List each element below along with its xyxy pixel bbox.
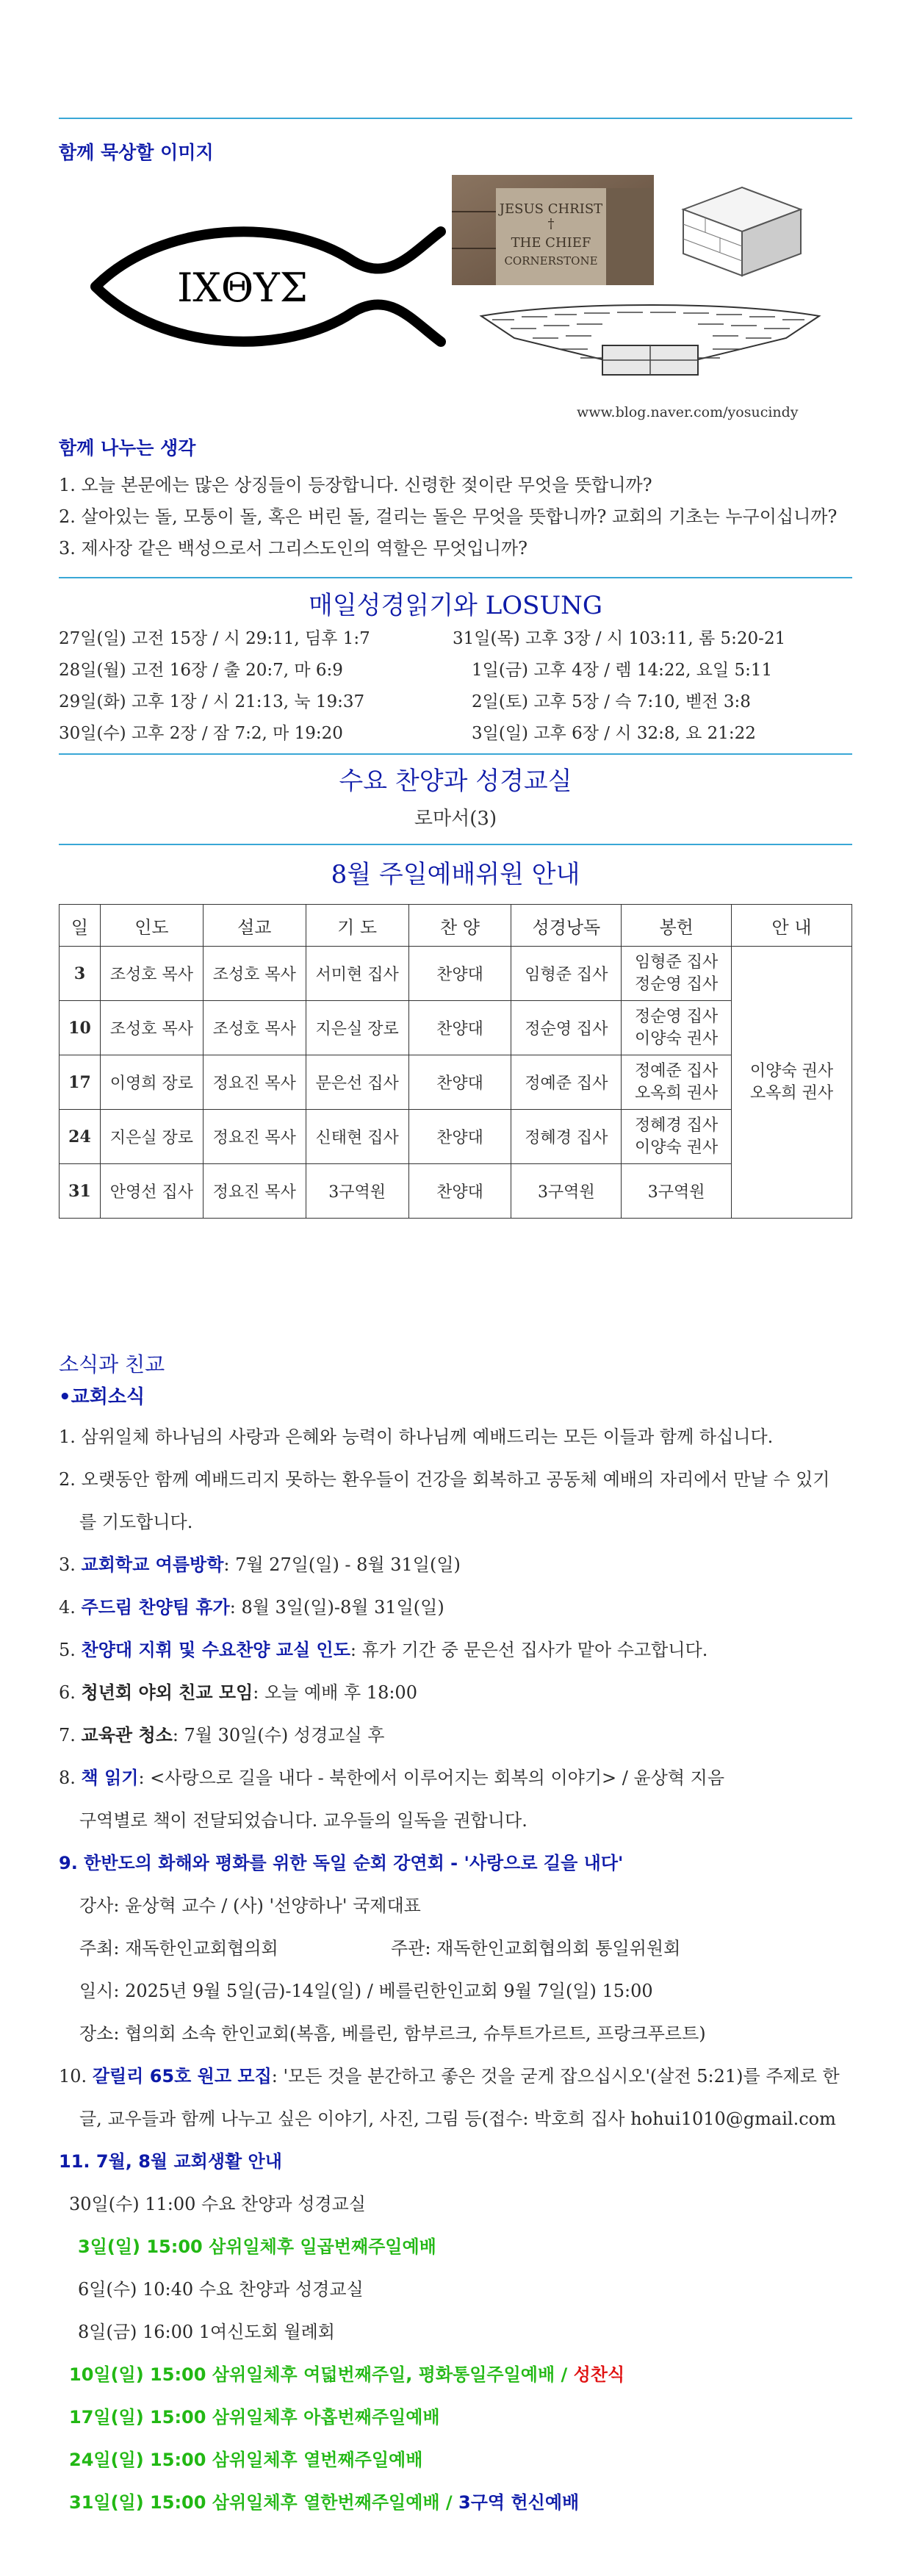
schedule-item: 3일(일) 15:00 삼위일체후 일곱번째주일예배	[78, 2236, 436, 2257]
thought-2: 2. 살아있는 돌, 모퉁이 돌, 혹은 버린 돌, 걸리는 돌은 무엇을 뜻합니까? 교회의 기초는 누구이십니까?	[59, 506, 838, 527]
col-day: 일	[60, 905, 101, 947]
lead-cell: 조성호 목사	[100, 1001, 203, 1055]
guide-name: 오옥희 권사	[749, 1083, 834, 1102]
thought-1: 1. 오늘 본문에는 많은 상징들이 등장합니다. 신령한 젖이란 무엇을 뜻합니까?	[59, 475, 652, 495]
news-item-9-place: 장소: 협의회 소속 한인교회(복흠, 베를린, 함부르크, 슈투트가르트, 프랑크푸르트)	[79, 2023, 706, 2044]
col-guide: 안 내	[732, 905, 852, 947]
readings-title: 매일성경읽기와 LOSUNG	[308, 591, 603, 620]
image-credit: www.blog.naver.com/yosucindy	[577, 404, 799, 420]
reading-right-2: 1일(금) 고후 4장 / 렘 14:22, 요일 5:11	[472, 661, 773, 680]
col-reading: 성경낭독	[511, 905, 622, 947]
schedule-item: 31일(일) 15:00 삼위일체후 열한번째주일예배 / 3구역 헌신예배	[69, 2492, 580, 2513]
news-item-9-organizer: 주관: 재독한인교회협의회 통일위원회	[391, 1938, 681, 1959]
offering-name: 이양숙 권사	[635, 1029, 719, 1048]
prayer-cell: 3구역원	[306, 1164, 408, 1219]
praise-cell: 찬양대	[408, 1164, 511, 1219]
news-title: 소식과 친교	[59, 1352, 165, 1377]
fish-text: ΙΧΘΥΣ	[177, 265, 308, 311]
wednesday-subtitle: 로마서(3)	[414, 808, 497, 830]
reading-cell: 정순영 집사	[511, 1001, 622, 1055]
col-lead: 인도	[100, 905, 203, 947]
offering-cell	[622, 1055, 732, 1110]
news-item-7: 7. 교육관 청소: 7월 30일(수) 성경교실 후	[59, 1725, 385, 1746]
table-row	[60, 947, 852, 1001]
offering-name: 정순영 집사	[635, 1007, 719, 1026]
offering-name: 정혜경 집사	[635, 1116, 719, 1135]
news-item-7-title: 교육관 청소	[81, 1725, 173, 1746]
thoughts-heading: 함께 나누는 생각	[59, 437, 196, 459]
news-item-9-speaker: 강사: 윤상혁 교수 / (사) '선양하나' 국제대표	[79, 1895, 421, 1916]
col-praise: 찬 양	[408, 905, 511, 947]
news-item-3: 3. 교회학교 여름방학: 7월 27일(일) - 8월 31일(일)	[59, 1554, 461, 1575]
stone-line-3: CORNERSTONE	[504, 254, 598, 268]
reading-right-3: 2일(토) 고후 5장 / 슥 7:10, 벧전 3:8	[472, 692, 751, 711]
reading-cell: 정예준 집사	[511, 1055, 622, 1110]
sermon-cell: 정요진 목사	[203, 1164, 306, 1219]
news-item-9: 9. 한반도의 화해와 평화를 위한 독일 순회 강연회 - '사랑으로 길을 내다'	[59, 1853, 624, 1873]
news-item-8: 8. 책 읽기: <사랑으로 길을 내다 - 북한에서 이루어지는 회복의 이야기> / 윤상혁 지음	[59, 1768, 725, 1788]
duty-divider	[59, 844, 852, 845]
news-item-6: 6. 청년회 야외 친교 모임: 오늘 예배 후 18:00	[59, 1682, 417, 1703]
guide-name: 이양숙 권사	[749, 1061, 834, 1080]
meditation-heading: 함께 묵상할 이미지	[59, 142, 214, 163]
news-item-10: 10. 갈릴리 65호 원고 모집: '모든 것을 분간하고 좋은 것을 굳게 잡으십시오'(살전 5:21)를 주제로 한	[59, 2066, 840, 2087]
offering-name: 오옥희 권사	[635, 1083, 719, 1102]
reading-left-3: 29일(화) 고후 1장 / 시 21:13, 눅 19:37	[59, 692, 365, 711]
readings-divider	[59, 577, 852, 578]
praise-cell: 찬양대	[408, 947, 511, 1001]
prayer-cell: 문은선 집사	[306, 1055, 408, 1110]
sermon-cell: 정요진 목사	[203, 1055, 306, 1110]
reading-cell: 임형준 집사	[511, 947, 622, 1001]
duty-table	[59, 904, 852, 1219]
offering-name: 정순영 집사	[635, 975, 719, 994]
wednesday-divider	[59, 753, 852, 755]
guide-cell	[732, 947, 852, 1219]
news-item-1: 1. 삼위일체 하나님의 사랑과 은혜와 능력이 하나님께 예배드리는 모든 이들과 함께 하십니다.	[59, 1427, 774, 1447]
reading-cell: 정혜경 집사	[511, 1110, 622, 1164]
lead-cell: 이영희 장로	[100, 1055, 203, 1110]
schedule-item: 30일(수) 11:00 수요 찬양과 성경교실	[69, 2194, 366, 2214]
news-item-6-title: 청년회 야외 친교 모임	[81, 1682, 253, 1703]
lead-cell: 지은실 장로	[100, 1110, 203, 1164]
day-cell: 24	[60, 1110, 101, 1164]
news-item-9-date: 일시: 2025년 9월 5일(금)-14일(일) / 베를린한인교회 9월 7일(일) 15:00	[79, 1981, 653, 2001]
brick-corner-drawing	[676, 184, 808, 279]
offering-cell	[622, 1110, 732, 1164]
sermon-cell: 조성호 목사	[203, 1001, 306, 1055]
news-item-5-title: 찬양대 지휘 및 수요찬양 교실 인도	[81, 1640, 350, 1660]
reading-left-4: 30일(수) 고후 2장 / 잠 7:2, 마 19:20	[59, 724, 343, 743]
schedule-item: 10일(일) 15:00 삼위일체후 여덟번째주일, 평화통일주일예배 / 성찬식	[69, 2364, 625, 2385]
schedule-item: 8일(금) 16:00 1여신도회 월례회	[78, 2322, 335, 2342]
sermon-cell: 조성호 목사	[203, 947, 306, 1001]
day-cell: 3	[60, 947, 101, 1001]
duty-header-row	[60, 905, 852, 947]
dedication-label: 3구역 헌신예배	[458, 2492, 580, 2513]
sermon-cell: 정요진 목사	[203, 1110, 306, 1164]
news-item-10-cont: 글, 교우들과 함께 나누고 싶은 이야기, 사진, 그림 등(접수: 박호희 집사 hohui1010@gmail.com	[79, 2109, 836, 2129]
ichthys-fish-image	[81, 202, 463, 371]
news-subheading: •교회소식	[59, 1386, 145, 1408]
praise-cell: 찬양대	[408, 1001, 511, 1055]
col-prayer: 기 도	[306, 905, 408, 947]
news-item-2: 2. 오랫동안 함께 예배드리지 못하는 환우들이 건강을 회복하고 공동체 예배의 자리에서 만날 수 있기	[59, 1469, 830, 1490]
top-divider	[59, 118, 852, 119]
prayer-cell: 지은실 장로	[306, 1001, 408, 1055]
reading-left-2: 28일(월) 고전 16장 / 출 20:7, 마 6:9	[59, 661, 343, 680]
news-item-11: 11. 7월, 8월 교회생활 안내	[59, 2151, 282, 2172]
news-item-3-title: 교회학교 여름방학	[81, 1554, 224, 1575]
news-item-10-title: 갈릴리 65호 원고 모집	[92, 2066, 272, 2087]
wednesday-title: 수요 찬양과 성경교실	[339, 767, 572, 796]
reading-right-4: 3일(일) 고후 6장 / 시 32:8, 요 21:22	[472, 724, 756, 743]
day-cell: 31	[60, 1164, 101, 1219]
praise-cell: 찬양대	[408, 1055, 511, 1110]
col-offering: 봉헌	[622, 905, 732, 947]
schedule-item: 17일(일) 15:00 삼위일체후 아홉번째주일예배	[69, 2407, 440, 2428]
offering-cell	[622, 1001, 732, 1055]
news-item-4: 4. 주드림 찬양팀 휴가: 8월 3일(일)-8월 31일(일)	[59, 1597, 444, 1618]
prayer-cell: 서미현 집사	[306, 947, 408, 1001]
news-item-5: 5. 찬양대 지휘 및 수요찬양 교실 인도: 휴가 기간 중 문은선 집사가 맡아 수고합니다.	[59, 1640, 708, 1660]
lead-cell: 조성호 목사	[100, 947, 203, 1001]
svg-text:†: †	[547, 216, 555, 232]
reading-cell: 3구역원	[511, 1164, 622, 1219]
reading-right-1: 31일(목) 고후 3장 / 시 103:11, 롬 5:20-21	[453, 629, 786, 648]
prayer-cell: 신태현 집사	[306, 1110, 408, 1164]
offering-cell	[622, 947, 732, 1001]
news-item-9-host: 주최: 재독한인교회협의회	[79, 1938, 278, 1959]
lead-cell: 안영선 집사	[100, 1164, 203, 1219]
offering-cell: 3구역원	[622, 1164, 732, 1219]
news-item-2-cont: 를 기도합니다.	[79, 1512, 193, 1532]
schedule-item: 6일(수) 10:40 수요 찬양과 성경교실	[78, 2279, 364, 2300]
news-item-4-title: 주드림 찬양팀 휴가	[81, 1597, 230, 1618]
offering-name: 정예준 집사	[635, 1061, 719, 1080]
news-item-8-cont: 구역별로 책이 전달되었습니다. 교우들의 일독을 권합니다.	[79, 1810, 527, 1831]
col-sermon: 설교	[203, 905, 306, 947]
praise-cell: 찬양대	[408, 1110, 511, 1164]
communion-label: 성찬식	[573, 2364, 625, 2385]
schedule-item: 24일(일) 15:00 삼위일체후 열번째주일예배	[69, 2450, 423, 2470]
day-cell: 10	[60, 1001, 101, 1055]
offering-name: 이양숙 권사	[635, 1138, 719, 1157]
stone-line-2: THE CHIEF	[511, 235, 591, 251]
reading-left-1: 27일(일) 고전 15장 / 시 29:11, 딤후 1:7	[59, 629, 370, 648]
news-item-8-title: 책 읽기	[81, 1768, 139, 1788]
stone-wall-drawing	[478, 283, 823, 378]
thought-3: 3. 제사장 같은 백성으로서 그리스도인의 역할은 무엇입니까?	[59, 538, 527, 559]
cornerstone-photo	[452, 175, 654, 285]
stone-line-1: JESUS CHRIST	[499, 201, 603, 217]
duty-title: 8월 주일예배위원 안내	[331, 860, 580, 889]
day-cell: 17	[60, 1055, 101, 1110]
offering-name: 임형준 집사	[635, 952, 719, 972]
